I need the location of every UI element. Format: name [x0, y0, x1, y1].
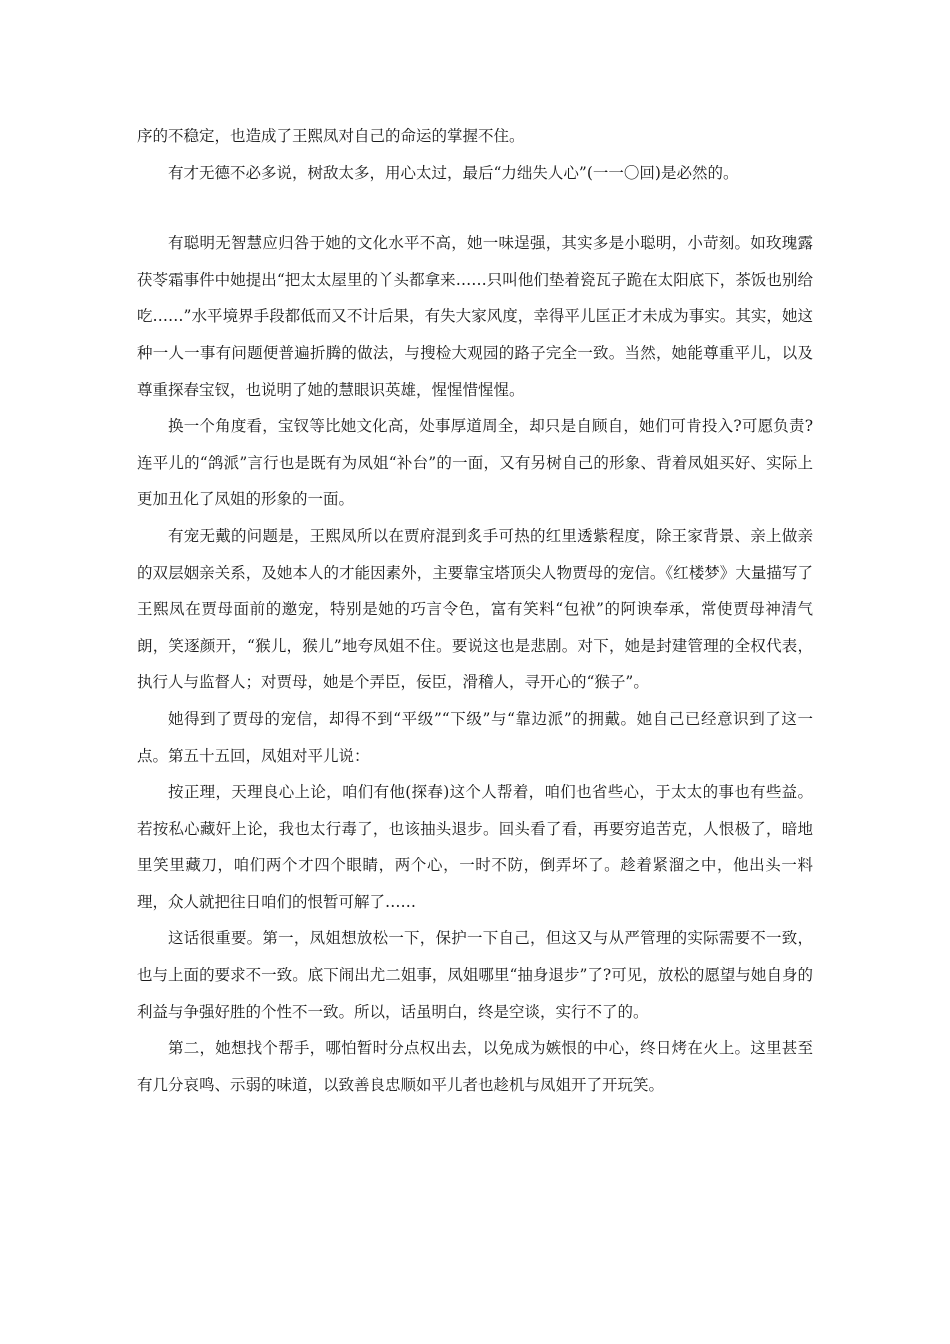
document-page	[137, 118, 813, 1103]
paragraph-first-point: 这话很重要。第一，凤姐想放松一下，保护一下自己，但这又与从严管理的实际需要不一致，也与上面的要求不一致。底下闹出尤二姐事，凤姐哪里“抽身退步”了?可见，放松的愿望与她自身的利益与争强好胜的个性不一致。所以，话虽明白，终是空谈，实行不了的。	[137, 929, 813, 1021]
paragraph-talent-without-virtue: 有才无德不必多说，树敌太多，用心太过，最后“力绌失人心”(一一〇回)是必然的。	[168, 163, 739, 182]
paragraph-another-angle: 换一个角度看，宝钗等比她文化高，处事厚道周全，却只是自顾自，她们可肯投入?可愿负责?连平儿的“鸽派”言行也是既有为凤姐“补台”的一面，又有另树自己的形象、背着凤姐买好、实际上更加丑化了凤姐的形象的一面。	[137, 417, 813, 509]
paragraph-favor-without-support: 有宠无戴的问题是，王熙凤所以在贾府混到炙手可热的红里透紫程度，除王家背景、亲上做亲的双层姻亲关系，及她本人的才能因素外，主要靠宝塔顶尖人物贾母的宠信。《红楼梦》大量描写了王熙凤在贾母面前的邀宠，特别是她的巧言令色，富有笑料“包袱”的阿谀奉承，常使贾母神清气朗，笑逐颜开，“猴儿，猴儿”地夸凤姐不住。要说这也是悲剧。对下，她是封建管理的全权代表，执行人与监督人；对贾母，她是个弄臣，佞臣，滑稽人，寻开心的“猴子”。	[137, 526, 813, 692]
paragraph-cleverness-without-wisdom: 有聪明无智慧应归咎于她的文化水平不高，她一味逞强，其实多是小聪明，小苛刻。如玫瑰露茯苓霜事件中她提出“把太太屋里的丫头都拿来……只叫他们垫着瓷瓦子跪在太阳底下，茶饭也别给吃……”水平境界手段都低而又不计后果，有失大家风度，幸得平儿匡正才未成为事实。其实，她这种一人一事有问题便普遍折腾的做法，与搜检大观园的路子完全一致。当然，她能尊重平儿，以及尊重探春宝钗，也说明了她的慧眼识英雄，惺惺惜惺惺。	[137, 234, 813, 399]
paragraph-quotation: 按正理，天理良心上论，咱们有他(探春)这个人帮着，咱们也省些心，于太太的事也有些益。若按私心藏奸上论，我也太行毒了，也该抽头退步。回头看了看，再要穷追苦克，人恨极了，暗地里笑里藏刀，咱们两个才四个眼睛，两个心，一时不防，倒弄坏了。趁着紧溜之中，他出头一料理，众人就把往日咱们的恨暂可解了……	[137, 783, 813, 911]
paragraph-jiamu-favor: 她得到了贾母的宠信，却得不到“平级”“下级”与“靠边派”的拥戴。她自己已经意识到了这一点。第五十五回，凤姐对平儿说：	[137, 709, 813, 765]
paragraph-second-point: 第二，她想找个帮手，哪怕暂时分点权出去，以免成为嫉恨的中心，终日烤在火上。这里甚至有几分哀鸣、示弱的味道，以致善良忠顺如平儿者也趁机与凤姐开了开玩笑。	[137, 1039, 813, 1094]
paragraph-continuation: 序的不稳定，也造成了王熙凤对自己的命运的掌握不住。	[137, 127, 525, 145]
